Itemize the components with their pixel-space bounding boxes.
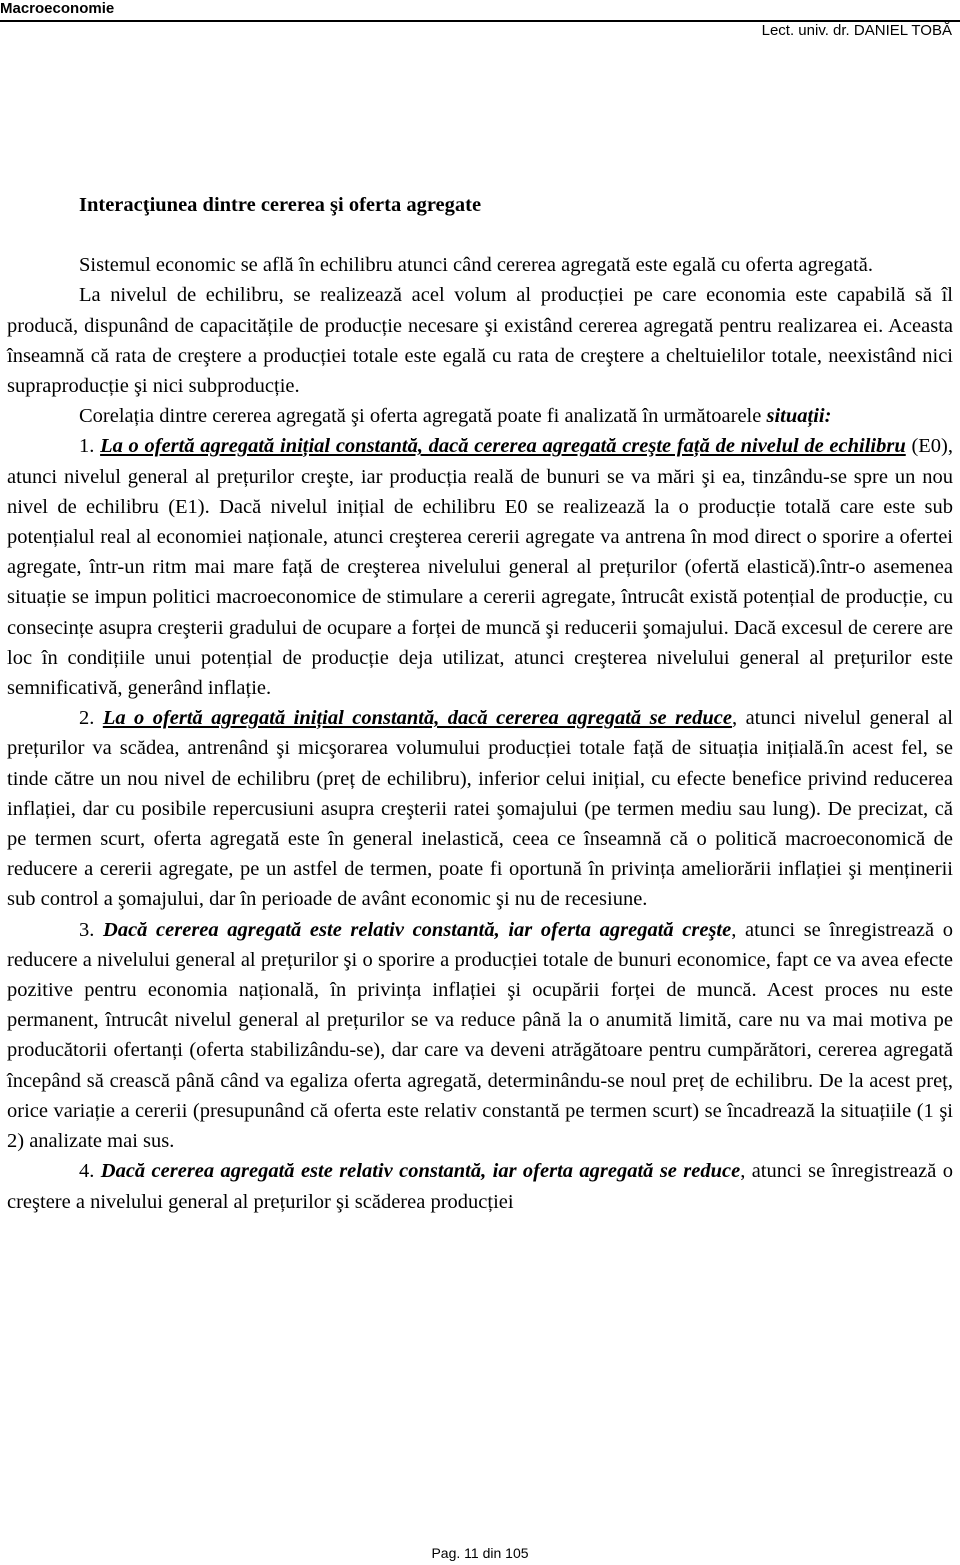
situation-item (7, 915, 953, 1157)
section-heading: Interacţiunea dintre cererea şi oferta agregate (79, 194, 482, 216)
situation-emphasis: La o ofertă agregată inițial constantă, dacă cererea agregată se reduce (102, 707, 733, 730)
situation-number: 4. (79, 1160, 101, 1183)
situation-text: , atunci se înregistrează o reducere a nivelului general al prețurilor şi o sporire a producției totale de bunuri economice, fapt ce va avea efecte pozitive pentru economia națională, în privința inflației şi ocupării forței de muncă. Acest proces nu este permanent, întrucât nivelul general al prețurilor se va reduce până la o anumită limită, care nu va mai motiva pe producătorii ofertanți (oferta stabilizându-se), dar care va deveni atrăgătoare pentru cumpărători, cererea agregată începând să crească până când va egaliza oferta agregată, determinându-se noul preț de echilibru. De la acest preț, orice variație a cererii (presupunând că oferta este relativ constantă pe termen scurt) se încadrează la situațiile (1 şi 2) analizate mai sus. (7, 918, 953, 1153)
paragraph-correlation (7, 401, 953, 431)
correlation-text: Corelația dintre cererea agregată şi oferta agregată poate fi analizată în următoarele (79, 405, 767, 428)
header-course-title: Macroeconomie (0, 0, 115, 17)
document-body (7, 190, 953, 1217)
situation-emphasis: La o ofertă agregată inițial constantă, dacă cererea agregată creşte față de nivelul de echilibru (100, 435, 906, 458)
paragraph-equilibrium-level: La nivelul de echilibru, se realizează acel volum al producției pe care economia este capabilă să îl producă, dispunând de capacitățile de producție necesare şi existând cererea agregată pentru realizarea ei. Aceasta înseamnă că rata de creştere a producției totale este egală cu rata de creştere a cheltuielilor totale, neexistând nici supraproducție şi nici subproducție. (7, 284, 953, 398)
situation-item (7, 1156, 953, 1216)
situation-text: , atunci se înregistrează o creştere a nivelului general al prețurilor şi scăderea producției (7, 1160, 953, 1213)
situation-number: 2. (79, 707, 103, 730)
situation-emphasis: Dacă cererea agregată este relativ constantă, iar oferta agregată creşte (103, 918, 732, 941)
situation-number: 3. (79, 918, 104, 941)
situation-text: (E0), atunci nivelul general al prețurilor creşte, iar producția reală de bunuri se va mări şi ea, tinzându-se spre un nou nivel de echilibru (E1). Dacă nivelul inițial de echilibru E0 se realizează la o producție totală care este sub potențialul real al economiei naționale, atunci creşterea cererii agregate va antrena în mod direct o sporire a ofertei agregate, într-un ritm mai mare față de creşterea nivelului general al prețurilor (ofertă elastică).într-o asemenea situație se impun politici macroeconomice de stimulare a cererii agregate, întrucât există potențial de producție, cu consecințe asupra creşterii gradului de ocupare a forței de muncă şi reducerii şomajului. Dacă excesul de cerere are loc în condițiile unui potențial de producție deja utilizat, atunci creşterea nivelului general al prețurilor este semnificativă, generând inflație. (7, 435, 953, 700)
situation-item (7, 431, 953, 703)
paragraph-equilibrium: Sistemul economic se află în echilibru atunci când cererea agregată este egală cu oferta agregată. (79, 254, 873, 277)
correlation-emphasis: situații: (766, 405, 832, 428)
situation-text: , atunci nivelul general al prețurilor va scădea, antrenând şi micşorarea volumului producției totale față de situația inițială.în acest fel, se tinde către un nou nivel de echilibru (preț de echilibru), inferior celui inițial, cu efecte benefice privind reducerea inflației, dar cu posibile repercusiuni asupra creşterii ratei şomajului (pe termen mediu sau lung). De precizat, că pe termen scurt, oferta agregată este în general inelastică, ceea ce înseamnă că o politică macroeconomică de reducere a cererii agregate, pe un astfel de termen, poate fi oportună în privința ameliorării inflației şi menținerii sub control a şomajului, dar în perioade de avânt economic şi nu de recesiune. (7, 707, 953, 911)
situation-number: 1. (79, 435, 101, 458)
situation-item (7, 703, 953, 914)
situation-emphasis: Dacă cererea agregată este relativ constantă, iar oferta agregată se reduce (100, 1160, 741, 1183)
header-author: Lect. univ. dr. DANIEL TOBĂ (761, 22, 952, 39)
page-number: Pag. 11 din 105 (431, 1545, 529, 1561)
